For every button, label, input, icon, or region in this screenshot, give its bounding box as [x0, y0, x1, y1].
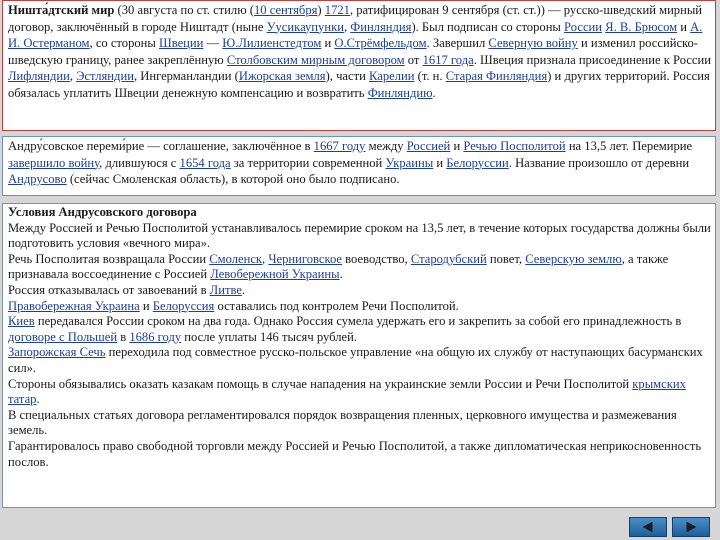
- text: за территории современной: [230, 155, 386, 170]
- link[interactable]: Смоленск: [209, 251, 263, 266]
- text: в: [117, 329, 130, 344]
- text: . Швеция признала присоединение к России: [473, 52, 711, 67]
- link[interactable]: 1686 году: [129, 329, 182, 344]
- link[interactable]: Правобережная Украина: [8, 298, 140, 313]
- link[interactable]: Эстляндии: [76, 69, 134, 84]
- link[interactable]: Я. В. Брюсом: [605, 19, 678, 34]
- link[interactable]: Белоруссии: [446, 155, 509, 170]
- link[interactable]: завершило войну: [8, 155, 100, 170]
- link[interactable]: крымских татар: [8, 376, 686, 407]
- text: и изменил российско-шведскую границу, ранее закреплённую: [8, 36, 698, 67]
- text: Россия отказывалась от завоеваний в: [8, 282, 210, 297]
- triangle-right-icon: [673, 518, 709, 536]
- text: ) и других территорий. Россия обязалась уплатить Швеции денежную компенсацию и возвратить: [8, 69, 710, 100]
- link[interactable]: Северскую землю: [525, 251, 622, 266]
- heading-text: Условия Андрусовского договора: [8, 205, 197, 219]
- paragraph: [8, 377, 712, 408]
- text: .: [241, 282, 246, 297]
- link[interactable]: Ю.Лилиенстедтом: [222, 36, 322, 51]
- paragraph: Гарантировалось право свободной торговли между Россией и Речью Посполитой, а также дипломатическая неприкосновенность послов.: [8, 438, 702, 469]
- text: и: [433, 155, 447, 170]
- link[interactable]: 1617 года: [422, 52, 474, 67]
- text: .: [339, 267, 343, 282]
- text: (т. н.: [414, 69, 446, 84]
- text: , а также признавала воссоединение с Россией: [8, 251, 669, 282]
- text: ,: [343, 19, 351, 34]
- paragraph: В специальных статьях договора регламентировался порядок возвращения пленных, церковного имущества и размежевания земель.: [8, 407, 677, 438]
- link[interactable]: Карелии: [369, 69, 415, 84]
- panel-title: Ништа́дтский мир: [8, 3, 115, 17]
- text: ). Был подписан со стороны: [411, 19, 565, 34]
- link[interactable]: Швеции: [159, 36, 204, 51]
- link[interactable]: А. И. Остерманом: [8, 19, 703, 51]
- text: от: [404, 52, 423, 67]
- text: и: [450, 139, 464, 153]
- paragraph: Между Россией и Речью Посполитой устанавливалось перемирие сроком на 13,5 лет, в течение которых государства должны были подготовить условия «вечного мира».: [8, 220, 711, 251]
- text: , Ингерманландии (: [133, 69, 239, 84]
- text: на 13,5 лет. Перемирие: [565, 139, 693, 153]
- text: , ратифицирован 9 сентября (ст. ст.)) — русско-шведский мирный договор, заключённый в городе Ништадт (ныне: [8, 3, 703, 34]
- link[interactable]: Черниговское: [268, 251, 343, 266]
- paragraph: [8, 345, 712, 376]
- text: Андру́совское переми́рие — соглашение, заключённое в: [8, 139, 314, 153]
- text: Речь Посполитая возвращала России: [8, 251, 210, 266]
- link[interactable]: Столбовским мирным договором: [226, 52, 405, 67]
- link[interactable]: 1721: [324, 3, 350, 17]
- link[interactable]: Финляндию: [367, 85, 433, 100]
- text: воеводство,: [342, 251, 411, 266]
- text: . Название произошло от деревни: [508, 155, 690, 170]
- triangle-left-icon: [630, 518, 666, 536]
- paragraph: [8, 283, 712, 299]
- link[interactable]: Андрусово: [8, 172, 67, 187]
- text: передавался России сроком на два года. Однако Россия сумела удержать его и закрепить за собой его принадлежность в: [34, 314, 682, 329]
- link[interactable]: Киев: [8, 314, 35, 329]
- link[interactable]: Левобережной Украины: [210, 267, 340, 282]
- text: , длившуюся с: [99, 155, 180, 170]
- link[interactable]: России: [564, 19, 603, 34]
- section-heading: [8, 205, 712, 221]
- link[interactable]: Россией: [406, 139, 451, 153]
- link[interactable]: Финляндия: [350, 19, 412, 34]
- text: ): [317, 3, 325, 17]
- text: .: [36, 392, 40, 407]
- link[interactable]: 1654 года: [179, 155, 231, 170]
- text: ,: [262, 251, 269, 266]
- link[interactable]: Белоруссия: [152, 298, 215, 313]
- link[interactable]: Лифляндии: [8, 69, 70, 84]
- link[interactable]: О.Стрёмфельдом: [334, 36, 427, 51]
- text: . Завершил: [426, 36, 489, 51]
- text: —: [203, 36, 223, 51]
- link[interactable]: 10 сентября: [253, 3, 318, 17]
- andrusovo-terms-panel: [2, 203, 716, 508]
- next-slide-button[interactable]: [672, 517, 710, 537]
- text: (30 августа по ст. стилю (: [114, 3, 254, 17]
- text: (сейчас Смоленская область), в которой оно было подписано.: [66, 172, 400, 187]
- link[interactable]: Литве: [209, 282, 242, 297]
- text: и: [321, 36, 335, 51]
- text: Стороны обязывались оказать казакам помощь в случае нападения на украинские земли России и Речи Посполитой: [8, 376, 633, 391]
- text: после уплаты 146 тысяч рублей.: [181, 329, 357, 344]
- link[interactable]: Стародубский: [410, 251, 487, 266]
- prev-slide-button[interactable]: [629, 517, 667, 537]
- text: , со стороны: [89, 36, 160, 51]
- link[interactable]: Северную войну: [488, 36, 578, 51]
- paragraph: [8, 314, 712, 345]
- text: повет,: [486, 251, 526, 266]
- link[interactable]: Уусикаупунки: [266, 19, 344, 34]
- text: .: [432, 85, 436, 100]
- link[interactable]: Запорожская Сечь: [8, 345, 106, 360]
- text: переходила под совместное русско-польское управление «на общую их службу от наступающих басурманских сил».: [8, 345, 703, 375]
- andrusovo-truce-panel: [2, 136, 716, 196]
- text: ), части: [325, 69, 369, 84]
- link[interactable]: Речью Посполитой: [463, 139, 566, 153]
- paragraph: [8, 299, 712, 315]
- link[interactable]: договоре с Польшей: [8, 329, 118, 344]
- nystad-treaty-panel: [2, 0, 716, 131]
- text: и: [677, 19, 691, 34]
- link[interactable]: Украины: [385, 155, 434, 170]
- text: оставались под контролем Речи Посполитой.: [214, 298, 459, 313]
- text: между: [365, 139, 407, 153]
- text: и: [139, 298, 153, 313]
- link[interactable]: 1667 году: [313, 139, 366, 153]
- link[interactable]: Старая Финляндия: [445, 69, 548, 84]
- paragraph: [8, 252, 712, 283]
- text: ,: [69, 69, 77, 84]
- link[interactable]: Ижорская земля: [238, 69, 326, 84]
